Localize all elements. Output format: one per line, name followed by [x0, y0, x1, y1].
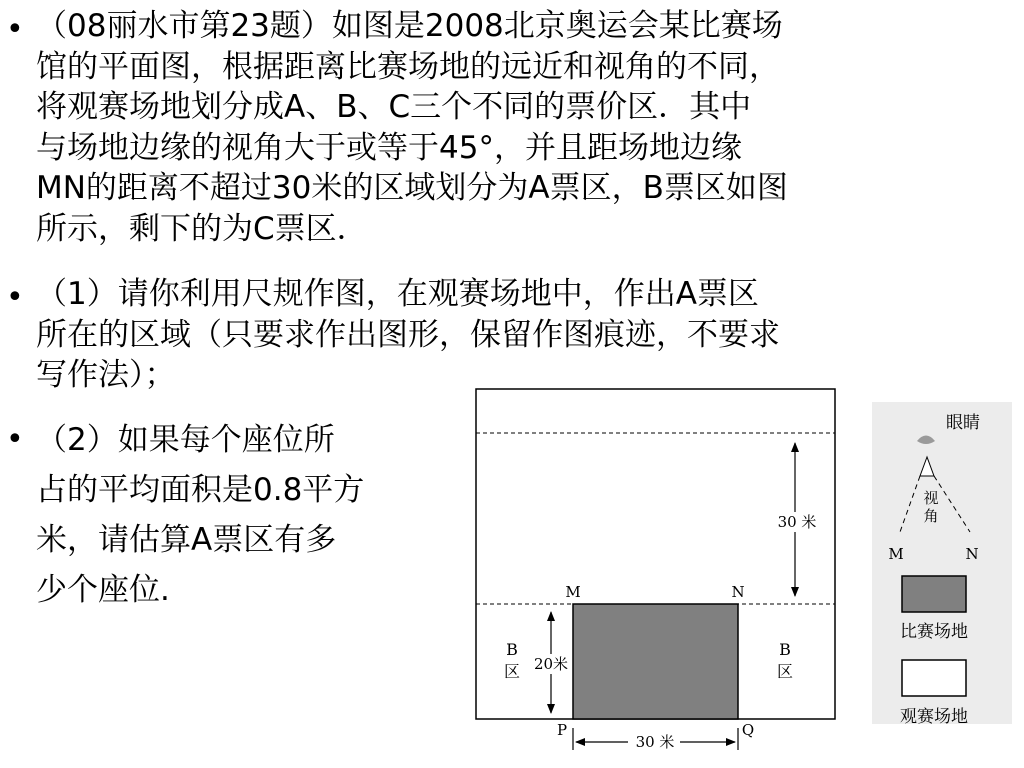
b-zone-left-letter: B	[506, 640, 518, 659]
question-2	[36, 415, 466, 615]
stands-swatch	[902, 660, 966, 696]
point-label-n: N	[731, 583, 745, 601]
field-swatch-label: 比赛场地	[900, 622, 968, 642]
point-label-q: Q	[741, 721, 755, 739]
bullet-2: •	[6, 280, 24, 315]
b-zone-right-char: 区	[776, 662, 794, 681]
problem-statement	[36, 6, 1016, 249]
stadium-plan-figure	[470, 385, 850, 768]
text-line: 与场地边缘的视角大于或等于45°，并且距场地边缘	[36, 129, 742, 166]
legend-label-n: N	[965, 545, 979, 563]
stands-swatch-label: 观赛场地	[900, 707, 968, 727]
text-line: （2）如果每个座位所	[36, 422, 335, 458]
dimension-label-20m: 20米	[533, 655, 569, 673]
dimension-label-30m-vertical: 30 米	[777, 513, 817, 531]
legend-label-m: M	[888, 545, 904, 563]
eye-label: 眼睛	[946, 413, 980, 433]
competition-field	[573, 604, 738, 719]
point-label-p: P	[556, 721, 568, 739]
angle-label-2: 角	[923, 507, 939, 525]
text-line: 写作法）；	[36, 357, 176, 393]
text-line: 所示，剩下的为C票区．	[36, 210, 368, 247]
text-line: 占的平均面积是0.8平方	[36, 472, 365, 508]
field-swatch	[902, 576, 966, 612]
point-label-m: M	[565, 583, 581, 601]
text-line: 米，请估算A票区有多	[36, 522, 337, 558]
b-zone-left-char: 区	[503, 662, 521, 681]
text-line: （1）请你利用尺规作图，在观赛场地中，作出A票区	[36, 276, 759, 312]
text-line: MN的距离不超过30米的区域划分为A票区，B票区如图	[36, 170, 788, 206]
b-zone-right-letter: B	[779, 640, 791, 659]
text-line: 将观赛场地划分成A、B、C三个不同的票价区．其中	[36, 89, 752, 125]
text-line: 馆的平面图，根据距离比赛场地的远近和视角的不同，	[36, 48, 780, 85]
dimension-label-30m-horizontal: 30 米	[635, 733, 675, 751]
question-1	[36, 274, 1016, 396]
text-line: （08丽水市第23题）如图是2008北京奥运会某比赛场	[36, 8, 783, 44]
angle-label-1: 视	[923, 489, 939, 507]
text-line: 少个座位.	[36, 572, 170, 608]
text-line: 所在的区域（只要求作出图形，保留作图痕迹，不要求	[36, 316, 780, 353]
bullet-3: •	[6, 422, 24, 457]
legend-panel	[870, 395, 1020, 735]
bullet-1: •	[6, 12, 24, 47]
